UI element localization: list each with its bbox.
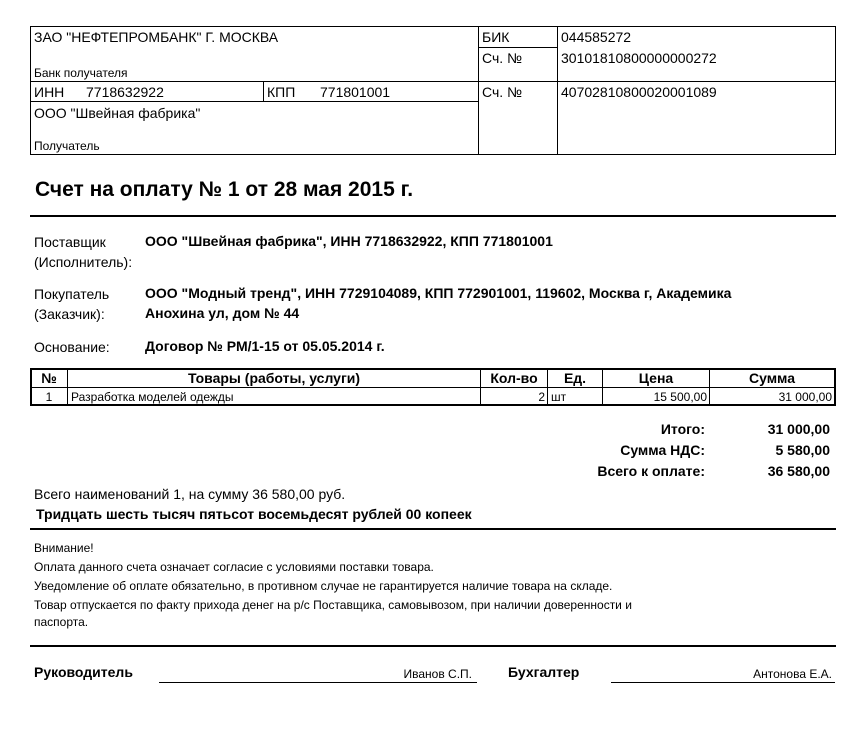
bank-name: ЗАО "НЕФТЕПРОМБАНК" Г. МОСКВА — [34, 29, 279, 45]
head-signature-line — [159, 682, 477, 683]
accountant-signature-label: Бухгалтер — [508, 664, 580, 680]
amount-in-words: Тридцать шесть тысяч пятьсот восемьдесят рублей 00 копеек — [36, 506, 472, 522]
supplier-value: ООО "Швейная фабрика", ИНН 7718632922, КПП 771801001 — [145, 233, 553, 249]
basis-value: Договор № РМ/1-15 от 05.05.2014 г. — [145, 338, 385, 354]
head-name: Иванов С.П. — [403, 667, 472, 681]
corr-account-label: Сч. № — [482, 50, 523, 66]
accountant-signature-line — [611, 682, 835, 683]
basis-label: Основание: — [34, 339, 110, 355]
bik-value: 044585272 — [561, 29, 632, 45]
recipient-caption: Получатель — [34, 139, 100, 153]
notice-divider — [30, 645, 836, 647]
notice-line: паспорта. — [34, 615, 89, 629]
col-header-price: Цена — [638, 370, 674, 386]
accountant-name: Антонова Е.А. — [753, 667, 832, 681]
row-sum: 31 000,00 — [778, 390, 832, 404]
vat-label: Сумма НДС: — [620, 442, 705, 458]
account-label: Сч. № — [482, 84, 523, 100]
supplier-label: Поставщик — [34, 234, 106, 250]
inn-label: ИНН — [34, 84, 65, 100]
row-num: 1 — [45, 390, 53, 404]
buyer-label-sub: (Заказчик): — [34, 306, 105, 322]
col-header-qty: Кол-во — [490, 370, 538, 386]
row-goods: Разработка моделей одежды — [71, 390, 234, 404]
row-qty: 2 — [538, 390, 545, 404]
invoice-title: Счет на оплату № 1 от 28 мая 2015 г. — [35, 178, 414, 201]
corr-account-value: 30101810800000000272 — [561, 50, 717, 66]
col-header-num: № — [41, 370, 57, 386]
bank-caption: Банк получателя — [34, 66, 128, 80]
col-header-goods: Товары (работы, услуги) — [187, 370, 361, 386]
row-unit: шт — [551, 390, 567, 404]
notice-line: Уведомление об оплате обязательно, в противном случае не гарантируется наличие товара на складе. — [34, 579, 613, 593]
row-price: 15 500,00 — [653, 390, 707, 404]
items-summary: Всего наименований 1, на сумму 36 580,00 руб. — [34, 486, 346, 502]
head-signature-label: Руководитель — [34, 664, 133, 680]
col-header-unit: Ед. — [563, 370, 587, 386]
grand-total-label: Всего к оплате: — [597, 463, 705, 479]
summary-divider — [30, 528, 836, 530]
buyer-label: Покупатель — [34, 286, 110, 302]
buyer-value-line2: Анохина ул, дом № 44 — [145, 305, 300, 321]
total-label: Итого: — [660, 421, 705, 437]
bik-label: БИК — [482, 29, 510, 45]
grand-total-value: 36 580,00 — [767, 463, 830, 479]
total-value: 31 000,00 — [767, 421, 830, 437]
notice-line: Товар отпускается по факту прихода денег на р/с Поставщика, самовывозом, при наличии доверенности и — [34, 598, 632, 612]
account-value: 40702810800020001089 — [561, 84, 717, 100]
kpp-label: КПП — [267, 84, 296, 100]
notice-heading: Внимание! — [34, 541, 94, 555]
buyer-value-line1: ООО "Модный тренд", ИНН 7729104089, КПП 772901001, 119602, Москва г, Академика — [145, 285, 732, 301]
notice-line: Оплата данного счета означает согласие с условиями поставки товара. — [34, 560, 434, 574]
supplier-label-sub: (Исполнитель): — [34, 254, 133, 270]
inn-value: 7718632922 — [86, 84, 164, 100]
title-divider — [30, 215, 836, 217]
vat-value: 5 580,00 — [775, 442, 830, 458]
kpp-value: 771801001 — [320, 84, 391, 100]
recipient-name: ООО "Швейная фабрика" — [34, 105, 201, 121]
col-header-sum: Сумма — [748, 370, 796, 386]
